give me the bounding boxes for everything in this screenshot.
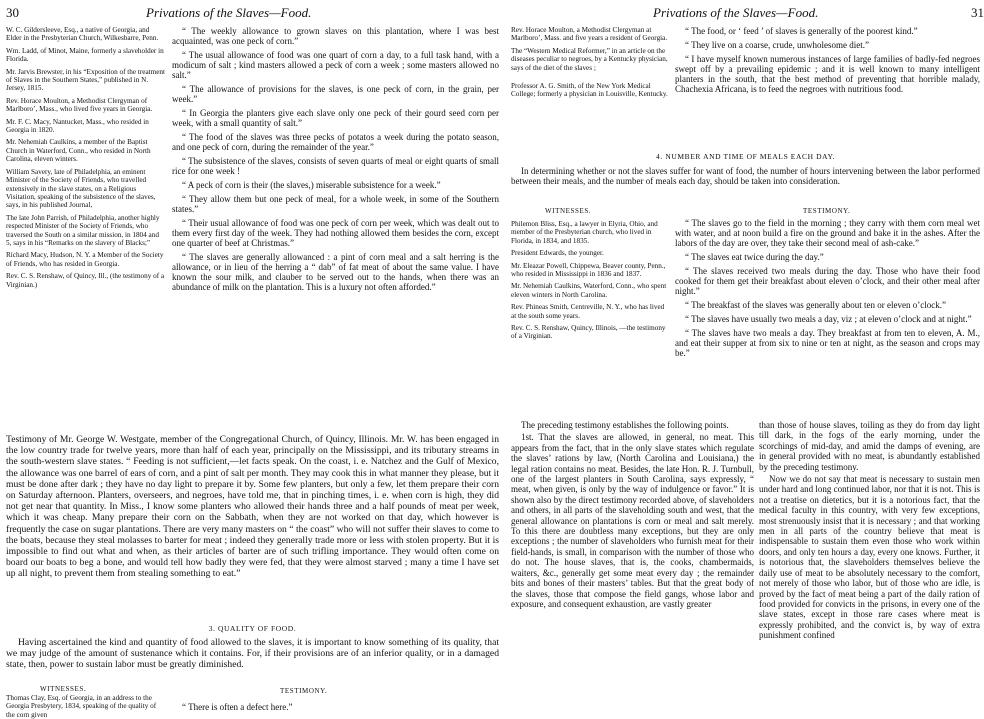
right-witnesses-meals	[511, 220, 669, 415]
witness-entry: Mr. F. C. Macy, Nantucket, Mass., who resided in Georgia in 1820.	[6, 117, 149, 135]
witness-entry: Rev. C. S. Renshaw, Quincy, Illinois, —the testimony of a Virginian.	[511, 324, 666, 341]
testimony-label: TESTIMONY.	[280, 687, 328, 695]
testimony-entry: “ The weekly allowance to grown slaves on this plantation, where I was best acquainted, was one peck of corn.”	[172, 26, 499, 46]
westgate-paragraph: Testimony of Mr. George W. Westgate, member of the Congregational Church, of Quincy, Illinois. Mr. W. has been engaged in the low country trade for twelve years, more than half of each year, principally on the Mississippi, and its tributary streams in the south-western slave states. “ Feeding is not sufficient,—let facts speak. On the coast, i. e. Natchez and the Gulf of Mexico, the allowance was one barrel of ears of corn, and a pint of salt per month. They may cook this in what manner they please, but it must be done after dark ; they have no day light to prepare it by. Some few planters, but only a few, let them prepare their corn on Saturday afternoon. Planters, overseers, and negroes, have told me, that in pinching times, i. e. when corn is high, they did not get near that quantity. In Miss., I know some planters who allowed their hands three and a half pounds of meat per week, which it was cheap. Many prepare their corn on the Sabbath, when they are not worked on that day, which however is frequently the case on sugar plantations. There are very many masters on “ the coast” who will not suffer their slaves to come to the boats, because they steal molasses to barter for meat ; indeed they generally trade more or less with stolen property. But it is impossible to find out what and when, as their articles of barter are of such trifling importance. They would often come on board our boats to beg a bone, and would tell how badly they were fed, that they were almost starved ; many a time I have set up all night, to prevent them from stealing something to eat.”	[6, 434, 499, 580]
witness-entry: Rev. Phineas Smith, Centreville, N. Y., who has lived at the south some years.	[511, 303, 665, 320]
witnesses-label: WITNESSES.	[40, 685, 87, 693]
testimony-entry: “ The food of the slaves was three pecks of potatos a week during the potato season, and one peck of corn, during the remainder of the year.”	[172, 132, 499, 152]
right-page	[505, 0, 984, 717]
testimony-entry: “ They allow them but one peck of meal, for a whole week, in some of the Southern states.”	[172, 194, 499, 214]
testimony-entry: “ The slaves have two meals a day. They breakfast at from ten to eleven, A. M., and eat their supper at from six to nine or ten at night, as the season and crops may be.”	[675, 328, 980, 358]
testimony-entry: “ A peck of corn is their (the slaves,) miserable subsistence for a week.”	[182, 180, 441, 190]
right-page-number: 31	[971, 5, 984, 20]
testimony-entry: “ They live on a coarse, crude, unwholesome diet.”	[685, 40, 870, 50]
witness-entry: Mr. Nehemiah Caulkins, Waterford, Conn., who spent eleven winters in North Carolina.	[511, 282, 667, 299]
right-testimony-top	[675, 26, 980, 150]
right-body-column-left	[511, 420, 754, 717]
meals-intro	[511, 166, 980, 202]
quality-heading: 3. QUALITY OF FOOD.	[208, 624, 297, 633]
bottom-witness	[6, 694, 166, 717]
testimony-entry: “ The allowance of provisions for the slaves, is one peck of corn, in the grain, per week.”	[172, 84, 499, 104]
testimony-entry: “ The slaves go to the field in the morning ; they carry with them corn meal wet with water, and at noon build a fire on the ground and bake it in the ashes. After the labors of the day are over, they take their second meal of ash-cake.”	[675, 218, 980, 248]
westgate-testimony	[6, 434, 499, 624]
testimony-entry: “ The slaves eat twice during the day.”	[685, 252, 824, 262]
witness-entry: Thomas Clay, Esq. of Georgia, in an address to the Georgia Presbytery, 1834, speaking of the quality of the corn given	[6, 694, 157, 719]
left-header-title: Privations of the Slaves—Food.	[146, 5, 312, 20]
witness-entry: William Savery, late of Philadelphia, an eminent Minister of the Society of Friends, who travelled extensively in the slave states, on a Religious Visitation, speaking of the subsistence of the slaves, says, in his published Journal,	[6, 167, 156, 210]
testimony-entry: “ The slaves are generally allowanced : a pint of corn meal and a salt herring is the allowance, or in lieu of the herring a “ dab” of fat meat of about the same value. I have known the sour milk, and clauber to be served out to the hands, when there was an abundance of milk on the plantation. This is a luxury not often afforded.”	[172, 252, 499, 292]
witness-entry: Rev. Horace Moulton, a Methodist Clergyman of Marlboro’, Mass., who lived five years in Georgia.	[6, 96, 153, 114]
witness-entry: Professor A. G. Smith, of the New York Medical College; formerly a physician in Louisville, Kentucky.	[511, 82, 668, 99]
testimony-entry: “ Their usual allowance of food was one peck of corn per week, which was dealt out to them every first day of the week. They had nothing allowed them besides the corn, except one quarter of beef at Christmas.”	[172, 218, 499, 248]
witness-entry: The “Western Medical Reformer,” in an article on the diseases peculiar to negroes, by a Kentucky physician, says of the diet of the slaves ;	[511, 46, 668, 72]
testimony-entry: “ The slaves have usually two meals a day, viz ; at eleven o’clock and at night.”	[685, 314, 972, 324]
meals-intro-paragraph: In determining whether or not the slaves suffer for want of food, the number of hours intervening between the labor performed between their meals, and the number of meals each day, should be taken into consideration.	[511, 166, 980, 187]
right-page-header	[653, 5, 984, 21]
testimony-entry: “ The food, or ‘ feed ’ of slaves is generally of the poorest kind.”	[685, 26, 918, 36]
testimony-entry: “ There is often a defect here.”	[182, 702, 293, 712]
witness-entry: Rev. Horace Moulton, a Methodist Clergyman at Marlboro’, Mass. and five years a resident of Georgia.	[511, 26, 668, 43]
right-testimony-meals	[675, 218, 980, 415]
left-witnesses-column	[6, 26, 166, 426]
witness-entry: The late John Parrish, of Philadelphia, another highly respected Minister of the Society of Friends, who traversed the South on a similar mission, in 1804 and 5, says in his “Remarks on the slavery of Blacks;”	[6, 213, 160, 247]
witness-entry: Richard Macy, Hudson, N. Y. a Member of the Society of Friends, who has resided in Georgia.	[6, 251, 164, 268]
witness-entry: Philemon Bliss, Esq., a lawyer in Elyria, Ohio, and member of the Presbyterian church, who lived in Florida, in 1834, and 1835.	[511, 220, 658, 245]
left-page-number: 30	[6, 5, 19, 20]
witness-entry: Mr. Eleazar Powell, Chippewa, Beaver county, Penn., who resided in Mississippi in 1836 and 1837.	[511, 261, 666, 279]
witness-entry: President Edwards, the younger.	[511, 249, 604, 258]
testimony-entry: “ In Georgia the planters give each slave only one peck of their gourd seed corn per week, with a small quantity of salt.”	[172, 108, 499, 128]
left-page-header	[6, 5, 312, 21]
testimony-label: TESTIMONY.	[803, 207, 851, 215]
witness-entry: Wm. Ladd, of Minot, Maine, formerly a slaveholder in Florida.	[6, 46, 164, 64]
quality-paragraph: Having ascertained the kind and quantity of food allowed to the slaves, it is important to know something of its quality, that we may judge of the amount of sustenance which it contains. For, if their provisions are of an inferior quality, or in a damaged state, then, power to sustain labor must be greatly diminished.	[6, 637, 499, 671]
body-paragraph: 1st. That the slaves are allowed, in general, no meat. This appears from the fact, that in the only slave states which regulate the slaves’ rations by law, (North Carolina and Louisiana,) the legal ration contains no meat. Besides, the late Hon. R. J. Turnbull, one of the largest planters in South Carolina, says expressly, “ meat, when given, is only by the way of indulgence or favor.” It is shown also by the direct testimony recorded above, of slaveholders and others, in all parts of the slaveholding south and west, that the general allowance on plantations is corn or meal and salt merely. To this there are doubtless many exceptions, but they are only exceptions ; the number of slaveholders who furnish meat for their field-hands, is small, in comparison with the number of those who do not. The house slaves, that is, the cooks, chambermaids, waiters, &c., generally get some meat every day ; the remainder bits and bones of their masters’ tables. But that the great body of the slaves, those that compose the field gangs, whose labor and exposure, and consequent exhaustion, are vastly greater	[511, 432, 754, 609]
right-header-title: Privations of the Slaves—Food.	[653, 5, 819, 20]
witness-entry: Mr. Nehemiah Caulkins, a member of the Baptist Church in Waterford, Conn., who resided in North Carolina, eleven winters.	[6, 138, 151, 164]
body-paragraph: The preceding testimony establishes the following points.	[521, 420, 729, 430]
witnesses-label: WITNESSES.	[545, 207, 592, 215]
left-testimony-column	[172, 26, 499, 431]
witness-entry: W. C. Gildersleeve, Esq., a native of Georgia, and Elder in the Presbyterian Church, Wilkesbarre, Penn.	[6, 26, 159, 43]
meals-heading: 4. NUMBER AND TIME OF MEALS EACH DAY.	[656, 152, 835, 161]
testimony-entry: “ I have myself known numerous instances of large families of badly-fed negroes swept off by a prevailing epidemic ; and it is well known to many intelligent planters in the south, that the best method of preventing that horrible malady, Chachexia Africana, is to feed the negroes with nutritious food.	[675, 54, 980, 94]
body-paragraph: than those of house slaves, toiling as they do from day light till dark, in the fogs of the early morning, under the scorchings of mid-day, and amid the damps of evening, are in general provided with no meat, is abundantly established by the preceding testimony.	[759, 420, 980, 472]
witness-entry: Rev. C. S. Renshaw, of Quincy, Ill., (the testimony of a Virginian.)	[6, 272, 165, 289]
witness-entry: Mr. Jarvis Brewster, in his “Exposition of the treatment of Slaves in the Southern States,” published in N. Jersey, 1815.	[6, 67, 166, 93]
testimony-entry: “ The breakfast of the slaves was generally about ten or eleven o’clock.”	[685, 300, 946, 310]
right-body-column-right	[759, 420, 980, 717]
quality-section	[6, 637, 499, 683]
testimony-entry: “ The subsistence of the slaves, consists of seven quarts of meal or eight quarts of small rice for one week !	[172, 156, 499, 176]
testimony-entry: “ The usual allowance of food was one quart of corn a day, to a full task hand, with a modicum of salt ; kind masters allowed a peck of corn a week ; some masters allowed no salt.”	[172, 50, 499, 80]
right-witnesses-top	[511, 26, 669, 146]
body-paragraph: Now we do not say that meat is necessary to sustain men under hard and long continued labor, nor that it is not. This is not a treatise on dietetics, but it is a notorious fact, that the medical faculty in this country, with very few exceptions, most strenuously insist that it is necessary ; and that working men in all parts of the country believe that meat is indispensable to sustain them even those who work within doors, and only ten hours a day, every one knows. Further, it is notorious that, the slaveholders themselves believe the daily use of meat to be absolutely necessary to the comfort, not merely of those who labor, but of those who are idle, is proved by the fact of meat being a part of the daily ration of food provided for convicts in the prisons, in every one of the slave states, except in those rare cases where meat is expressly prohibited, and the convict is, by way of extra punishment confined	[759, 474, 980, 641]
bottom-testimony	[172, 702, 499, 717]
testimony-entry: “ The slaves received two meals during the day. Those who have their food cooked for them get their breakfast about eleven o’clock, and their other meal after night.”	[675, 266, 980, 296]
